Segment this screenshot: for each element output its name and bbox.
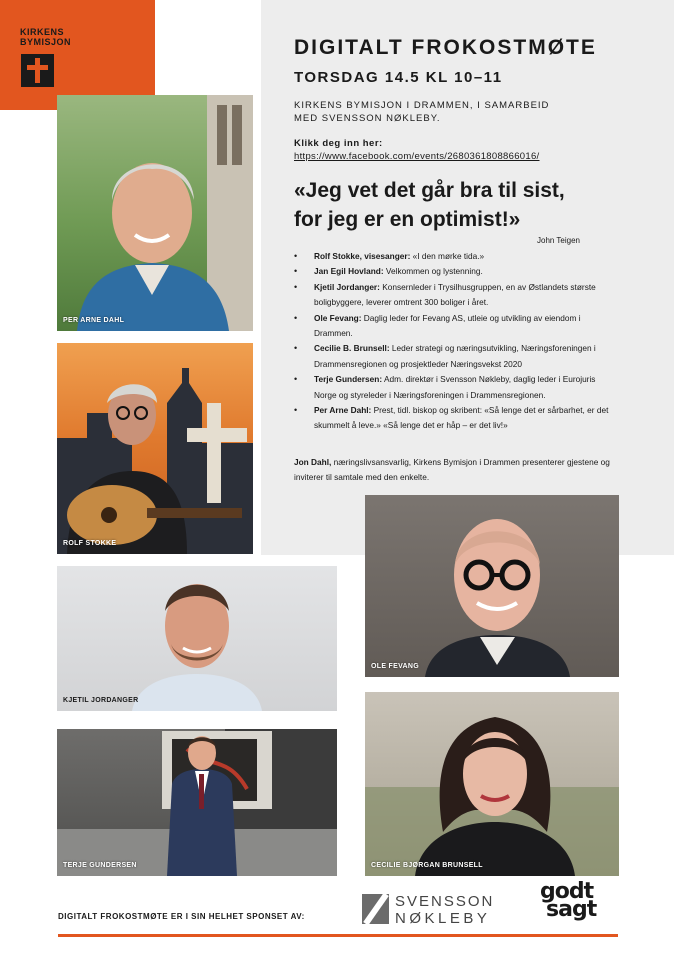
- cross-emblem-icon: [21, 54, 54, 87]
- portrait-illustration: [57, 729, 337, 876]
- quote-line-1: «Jeg vet det går bra til sist,: [294, 179, 565, 202]
- photo-terje-gundersen: [57, 729, 337, 876]
- host-description: næringslivsansvarlig, Kirkens Bymisjon i Drammen presenterer gjestene og inviterer til samtale med den enkelte.: [294, 457, 610, 483]
- organizer-line-1: KIRKENS BYMISJON I DRAMMEN, I SAMARBEID: [294, 100, 550, 111]
- host-paragraph: [294, 455, 619, 486]
- caption: KJETIL JORDANGER: [63, 697, 139, 704]
- quote-line-2: for jeg er en optimist!»: [294, 208, 521, 231]
- speaker-description: Prest, tidl. biskop og skribent: «Så lenge det er sårbarhet, er det skummelt å leve.» «Så lenge det er håp – er det liv!»: [314, 405, 609, 431]
- facebook-event-link[interactable]: https://www.facebook.com/events/2680361808866016/: [294, 151, 540, 162]
- photo-kjetil-jordanger: [57, 566, 337, 711]
- photo-per-arne-dahl: [57, 95, 253, 331]
- speaker-description: Konsernleder i Trysilhusgruppen, en av Østlandets største boligbyggere, leverer omtrent 300 boliger i året.: [314, 281, 596, 308]
- portrait-illustration: [57, 95, 253, 331]
- speaker-description: Leder strategi og næringsutvikling, Næringsforeningen i Drammensregionen og prosjektleder Næringsvekst 2020: [314, 343, 596, 369]
- program-item: [292, 311, 612, 342]
- program-item: [292, 249, 612, 264]
- feature-quote: [294, 176, 644, 234]
- caption: OLE FEVANG: [371, 663, 419, 670]
- program-item: [292, 372, 612, 403]
- organizer-line-2: MED SVENSSON NØKLEBY.: [294, 113, 441, 124]
- program-item: [292, 341, 612, 372]
- photo-cecilie-brunsell: [365, 692, 619, 876]
- program-item: [292, 264, 612, 279]
- portrait-illustration: [365, 692, 619, 876]
- portrait-illustration: [57, 343, 253, 554]
- speaker-name: Kjetil Jordanger:: [314, 281, 380, 292]
- speaker-name: Cecilie B. Brunsell:: [314, 343, 390, 354]
- godt-sagt-logo: [540, 879, 597, 922]
- speaker-description: Velkommen og lystenning.: [383, 266, 483, 277]
- caption: TERJE GUNDERSEN: [63, 862, 137, 869]
- photo-ole-fevang: [365, 495, 619, 677]
- portrait-illustration: [365, 495, 619, 677]
- host-name: Jon Dahl,: [294, 457, 332, 467]
- program-list: [292, 249, 612, 434]
- sponsor-text: DIGITALT FROKOSTMØTE ER I SIN HELHET SPONSET AV:: [58, 912, 305, 921]
- footer-divider: [58, 934, 618, 937]
- click-label: Klikk deg inn her:: [294, 138, 383, 149]
- caption: ROLF STOKKE: [63, 540, 117, 547]
- program-item: [292, 280, 612, 311]
- logo-wordmark: [20, 27, 71, 47]
- event-title: DIGITALT FROKOSTMØTE: [294, 36, 597, 59]
- svensson-wordmark-line-1: SVENSSON: [395, 893, 495, 910]
- godt-line-2: sagt: [546, 897, 597, 922]
- svensson-wordmark-line-2: NØKLEBY: [395, 910, 491, 927]
- speaker-name: Rolf Stokke, visesanger:: [314, 251, 411, 261]
- speaker-name: Ole Fevang:: [314, 312, 362, 323]
- logo-line-2: BYMISJON: [20, 37, 72, 47]
- event-date: TORSDAG 14.5 KL 10–11: [294, 69, 503, 86]
- portrait-illustration: [57, 566, 337, 711]
- svensson-nokleby-logo: [362, 893, 502, 927]
- godt-line-1: godt: [540, 879, 594, 904]
- organizer-text: [294, 99, 634, 125]
- svensson-mark-icon: [362, 894, 389, 924]
- speaker-name: Terje Gundersen:: [314, 374, 383, 385]
- speaker-name: Per Arne Dahl:: [314, 405, 372, 416]
- quote-attribution: John Teigen: [537, 236, 580, 245]
- caption: CECILIE BJØRGAN BRUNSELL: [371, 862, 483, 869]
- speaker-name: Jan Egil Hovland:: [314, 266, 384, 277]
- caption: PER ARNE DAHL: [63, 317, 125, 324]
- speaker-description: Adm. direktør i Svensson Nøkleby, daglig leder i Eurojuris Norge og styreleder i Næringsforeningen i Drammensregionen.: [314, 374, 596, 400]
- program-item: [292, 403, 612, 434]
- speaker-description: Daglig leder for Fevang AS, utleie og utvikling av eiendom i Drammen.: [314, 312, 581, 339]
- logo-line-1: KIRKENS: [20, 27, 65, 37]
- speaker-description: «I den mørke tida.»: [410, 251, 485, 261]
- photo-rolf-stokke: [57, 343, 253, 554]
